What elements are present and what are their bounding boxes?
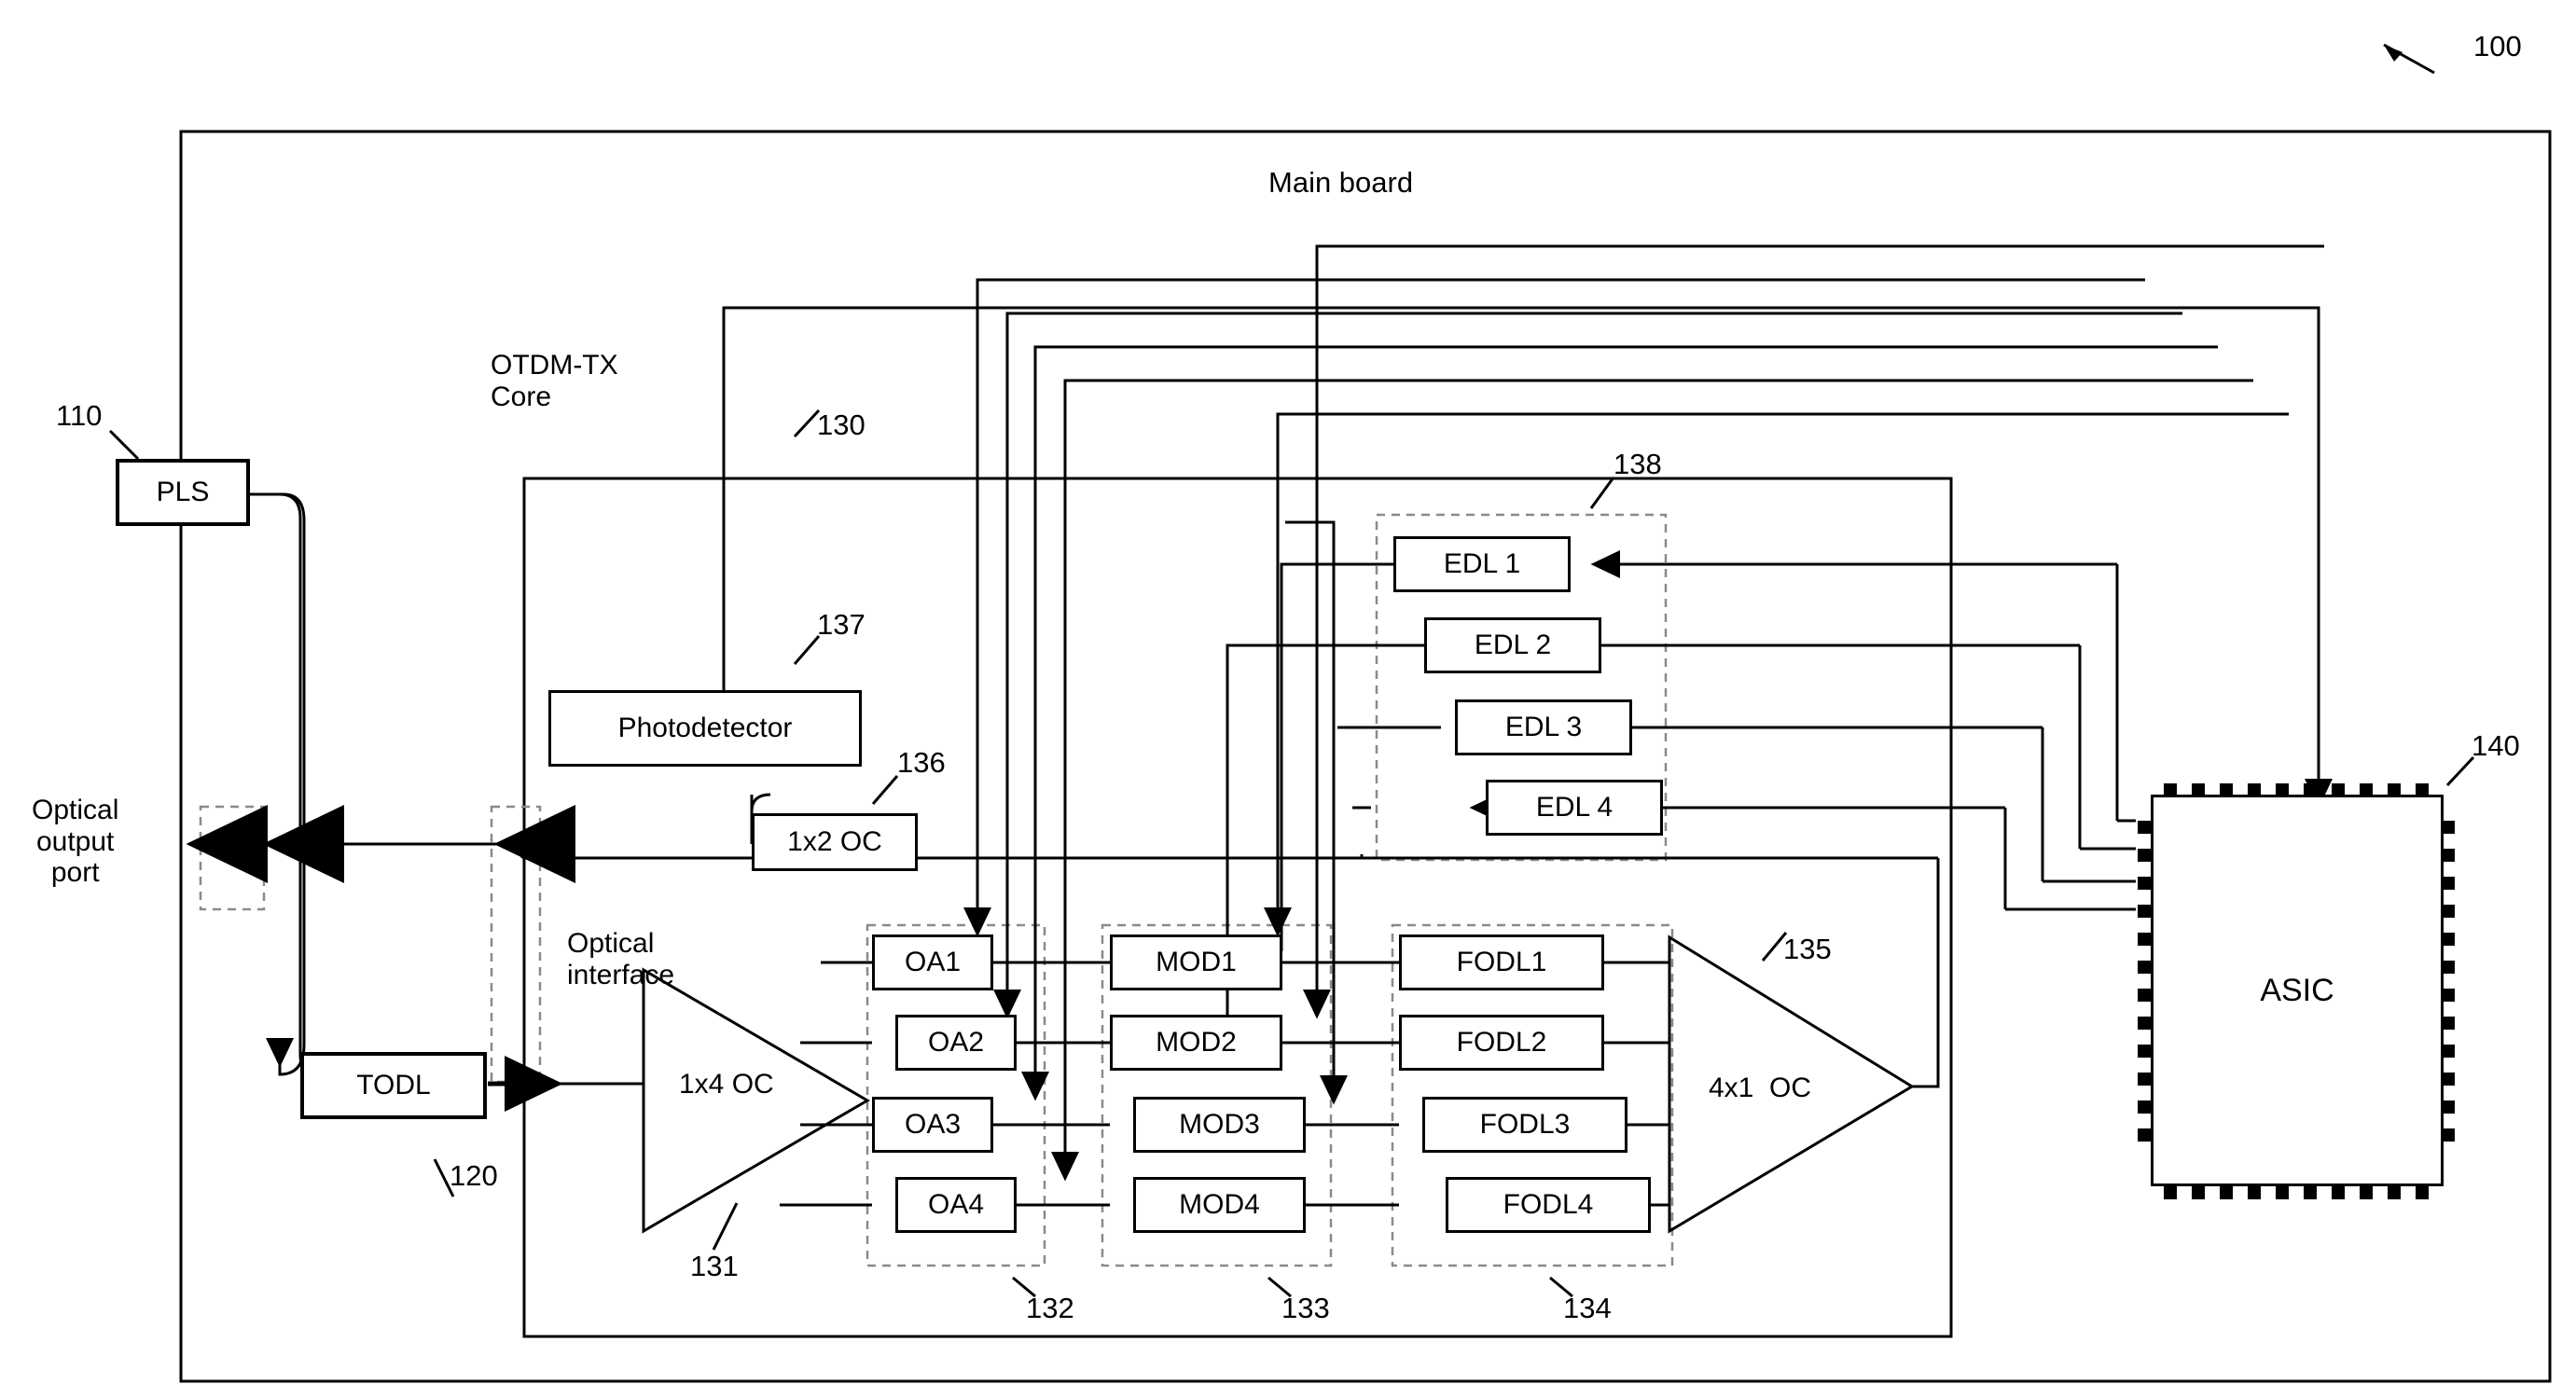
ref-130: 130 (817, 408, 866, 441)
block-edl2[interactable]: EDL 2 (1424, 617, 1601, 673)
block-asic[interactable]: ASIC (2151, 795, 2444, 1186)
ref-135: 135 (1783, 933, 1832, 965)
block-oa2[interactable]: OA2 (895, 1015, 1017, 1071)
block-edl3[interactable]: EDL 3 (1455, 699, 1632, 755)
block-fodl4[interactable]: FODL4 (1446, 1177, 1651, 1233)
block-edl4[interactable]: EDL 4 (1486, 780, 1663, 836)
block-pls[interactable]: PLS (116, 459, 250, 526)
oc-4x1-label: 4x1 OC (1709, 1073, 1812, 1103)
block-todl[interactable]: TODL (300, 1052, 487, 1119)
ref-100: 100 (2473, 30, 2522, 62)
block-edl1[interactable]: EDL 1 (1393, 536, 1571, 592)
block-fodl1[interactable]: FODL1 (1399, 934, 1604, 990)
ref-131: 131 (690, 1250, 739, 1282)
ref-140: 140 (2472, 729, 2520, 762)
optical-interface-label: Optical interface (567, 928, 675, 990)
block-photodetector[interactable]: Photodetector (548, 690, 862, 767)
block-oa1[interactable]: OA1 (872, 934, 993, 990)
optical-output-port-label: Optical output port (32, 795, 119, 889)
otdm-tx-core-label: OTDM-TX Core (491, 350, 618, 412)
main-board-title: Main board (1268, 166, 1414, 199)
ref-137: 137 (817, 608, 866, 641)
ref-110: 110 (56, 399, 103, 432)
block-mod2[interactable]: MOD2 (1110, 1015, 1282, 1071)
block-fodl2[interactable]: FODL2 (1399, 1015, 1604, 1071)
block-mod4[interactable]: MOD4 (1133, 1177, 1306, 1233)
ref-133: 133 (1281, 1292, 1330, 1324)
block-mod3[interactable]: MOD3 (1133, 1097, 1306, 1153)
ref-120: 120 (450, 1159, 498, 1192)
ref-138: 138 (1613, 448, 1662, 480)
block-oa3[interactable]: OA3 (872, 1097, 993, 1153)
ref-136: 136 (897, 746, 946, 779)
block-oa4[interactable]: OA4 (895, 1177, 1017, 1233)
ref-134: 134 (1563, 1292, 1612, 1324)
ref-132: 132 (1026, 1292, 1074, 1324)
oc-1x4-label: 1x4 OC (679, 1069, 774, 1100)
block-fodl3[interactable]: FODL3 (1422, 1097, 1627, 1153)
block-mod1[interactable]: MOD1 (1110, 934, 1282, 990)
block-1x2-oc[interactable]: 1x2 OC (752, 813, 918, 871)
